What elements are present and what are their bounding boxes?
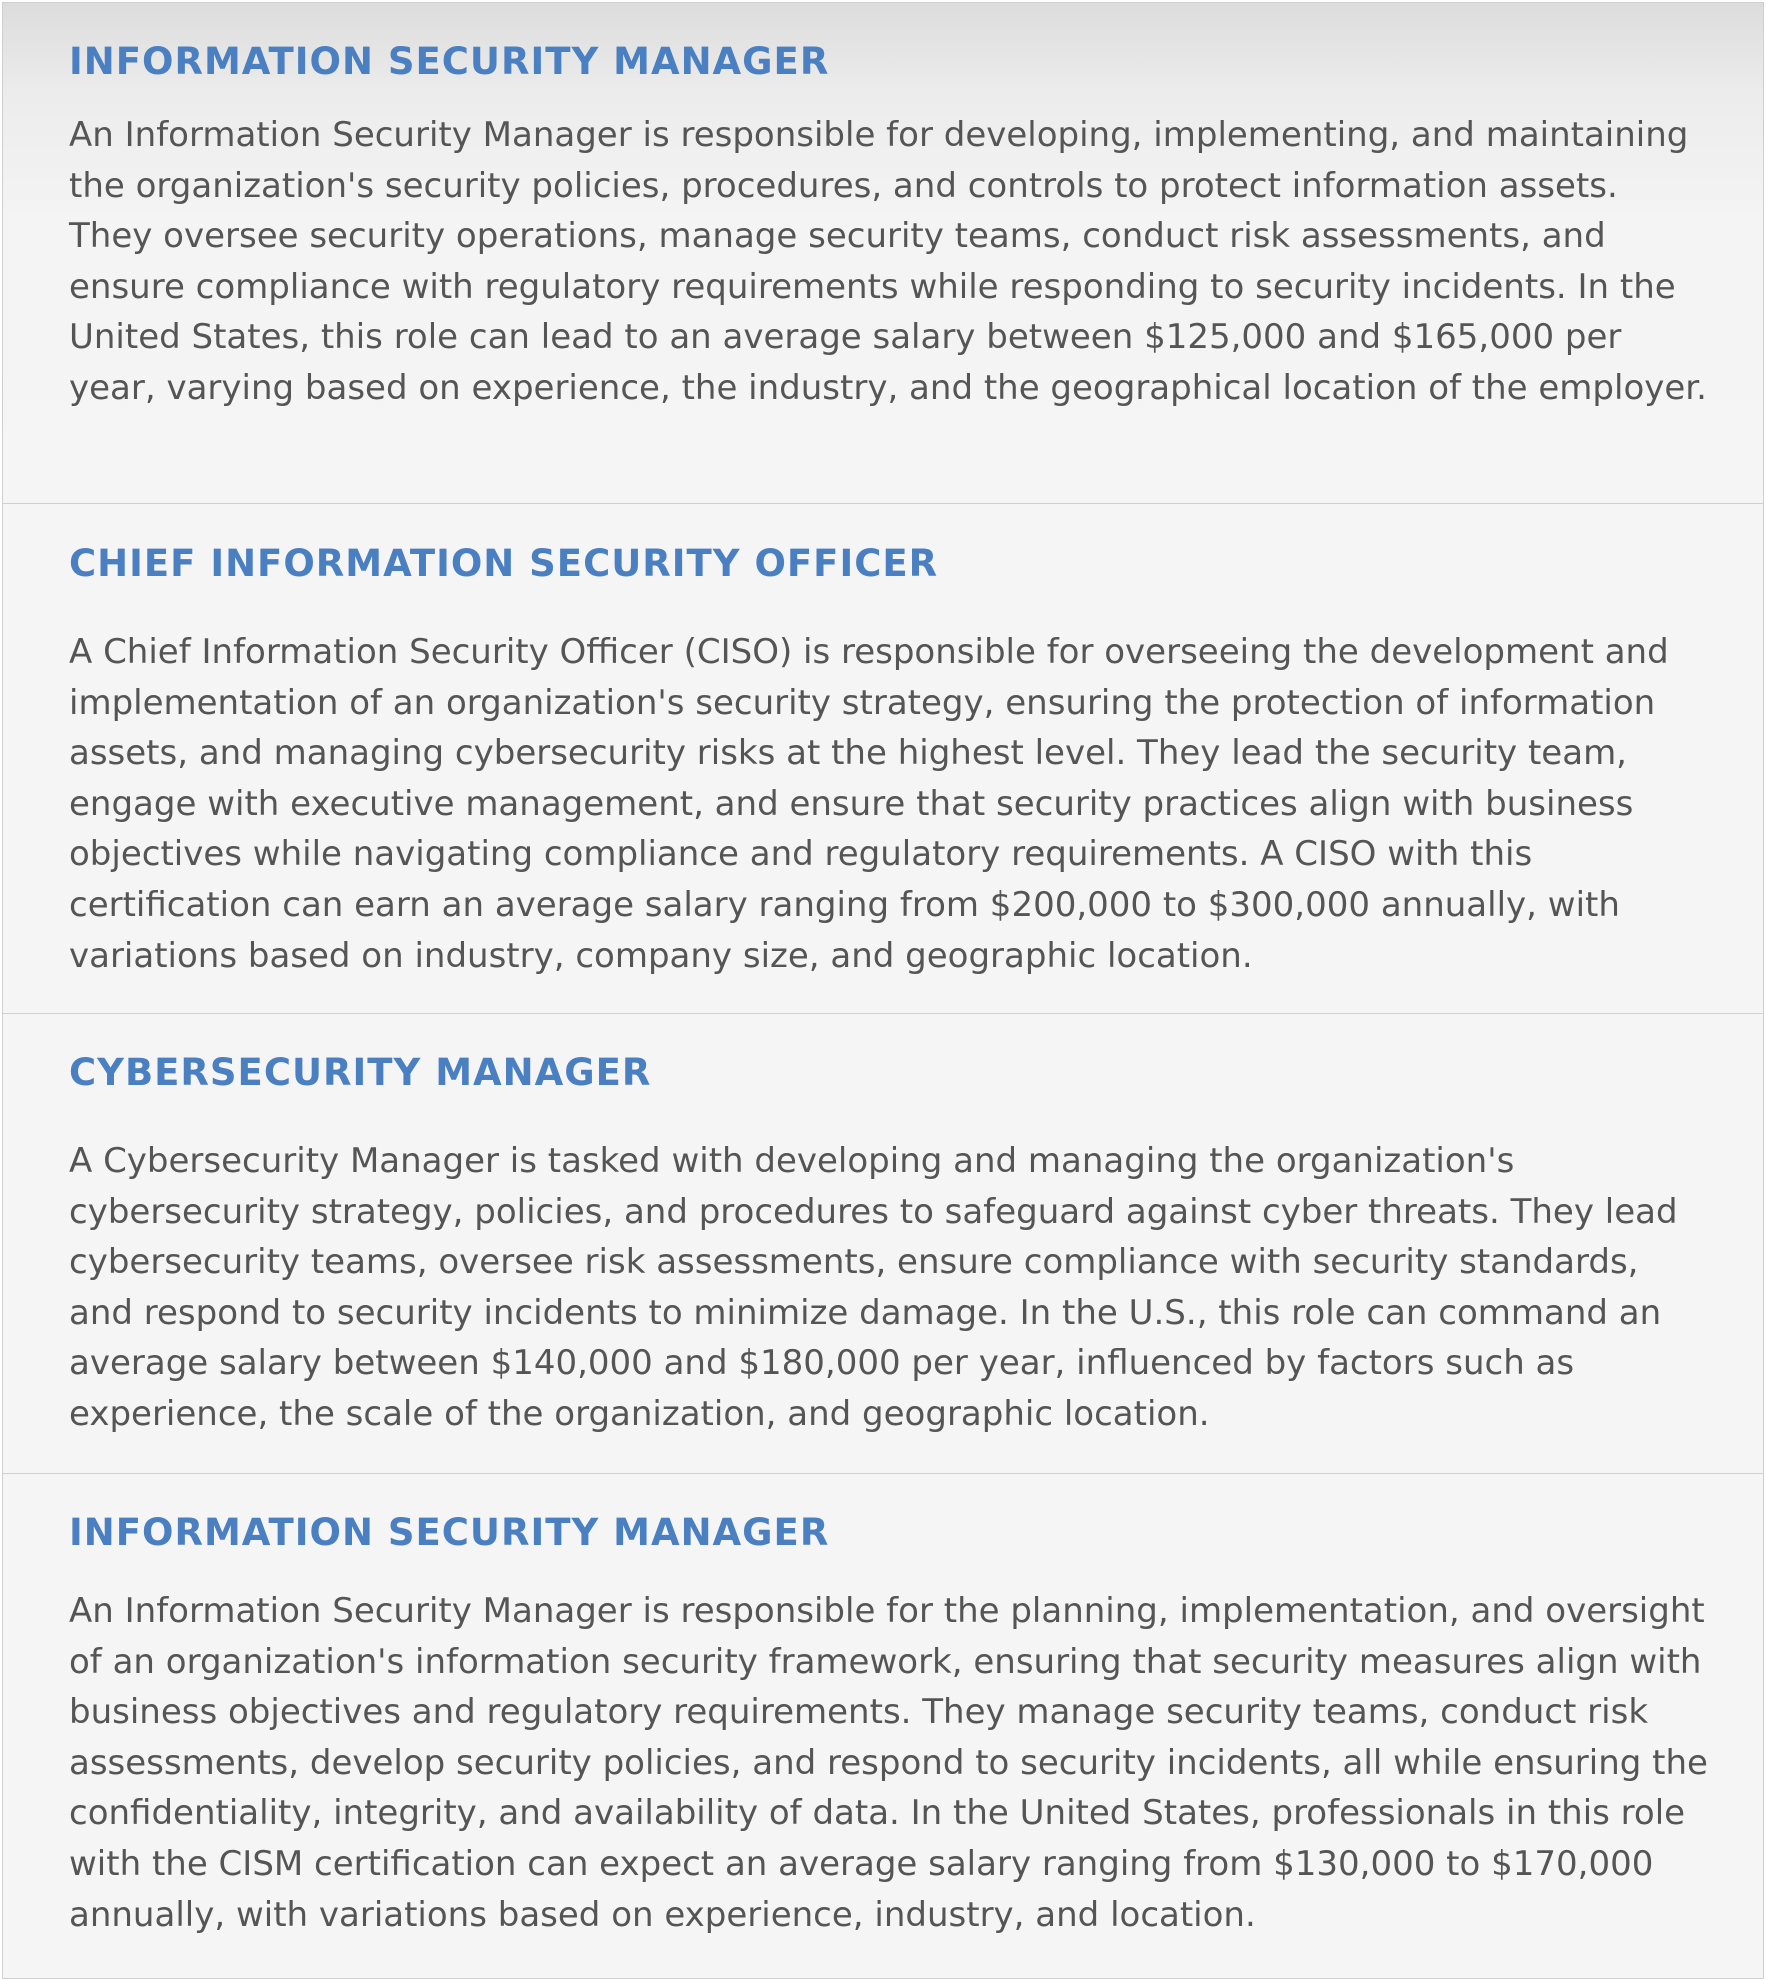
job-title: INFORMATION SECURITY MANAGER — [69, 1511, 830, 1554]
job-description: An Information Security Manager is responsible for developing, implementing, and maintaining the organization's security policies, procedures, and controls to protect information assets. They oversee security operations, manage security teams, conduct risk assessments, and ensure compliance with regulatory requirements while responding to security incidents. In the United States, this role can lead to an average salary between $125,000 and $165,000 per year, varying based on experience, the industry, and the geographical location of the employer. — [69, 115, 1707, 408]
job-title: INFORMATION SECURITY MANAGER — [69, 40, 830, 83]
job-card-chief-information-security-officer — [2, 503, 1764, 1014]
job-description: A Chief Information Security Officer (CISO) is responsible for overseeing the development and implementation of an organization's security strategy, ensuring the protection of information assets, and managing cybersecurity risks at the highest level. They lead the security team, engage with executive management, and ensure that security practices align with business objectives while navigating compliance and regulatory requirements. A CISO with this certification can earn an average salary ranging from $200,000 to $300,000 annually, with variations based on industry, company size, and geographic location. — [69, 632, 1669, 976]
job-description: A Cybersecurity Manager is tasked with developing and managing the organization's cybersecurity strategy, policies, and procedures to safeguard against cyber threats. They lead cybersecurity teams, oversee risk assessments, ensure compliance with security standards, and respond to security incidents to minimize damage. In the U.S., this role can command an average salary between $140,000 and $180,000 per year, influenced by factors such as experience, the scale of the organization, and geographic location. — [69, 1141, 1678, 1434]
job-description: An Information Security Manager is responsible for the planning, implementation, and oversight of an organization's information security framework, ensuring that security measures align with business objectives and regulatory requirements. They manage security teams, conduct risk assessments, develop security policies, and respond to security incidents, all while ensuring the confidentiality, integrity, and availability of data. In the United States, professionals in this role with the CISM certification can expect an average salary ranging from $130,000 to $170,000 annually, with variations based on experience, industry, and location. — [69, 1591, 1708, 1935]
job-title: CHIEF INFORMATION SECURITY OFFICER — [69, 542, 939, 585]
job-card-cybersecurity-manager — [2, 1013, 1764, 1474]
job-card-information-security-manager-cism — [2, 1473, 1764, 1979]
job-card-information-security-manager — [2, 2, 1764, 504]
job-title: CYBERSECURITY MANAGER — [69, 1051, 652, 1094]
